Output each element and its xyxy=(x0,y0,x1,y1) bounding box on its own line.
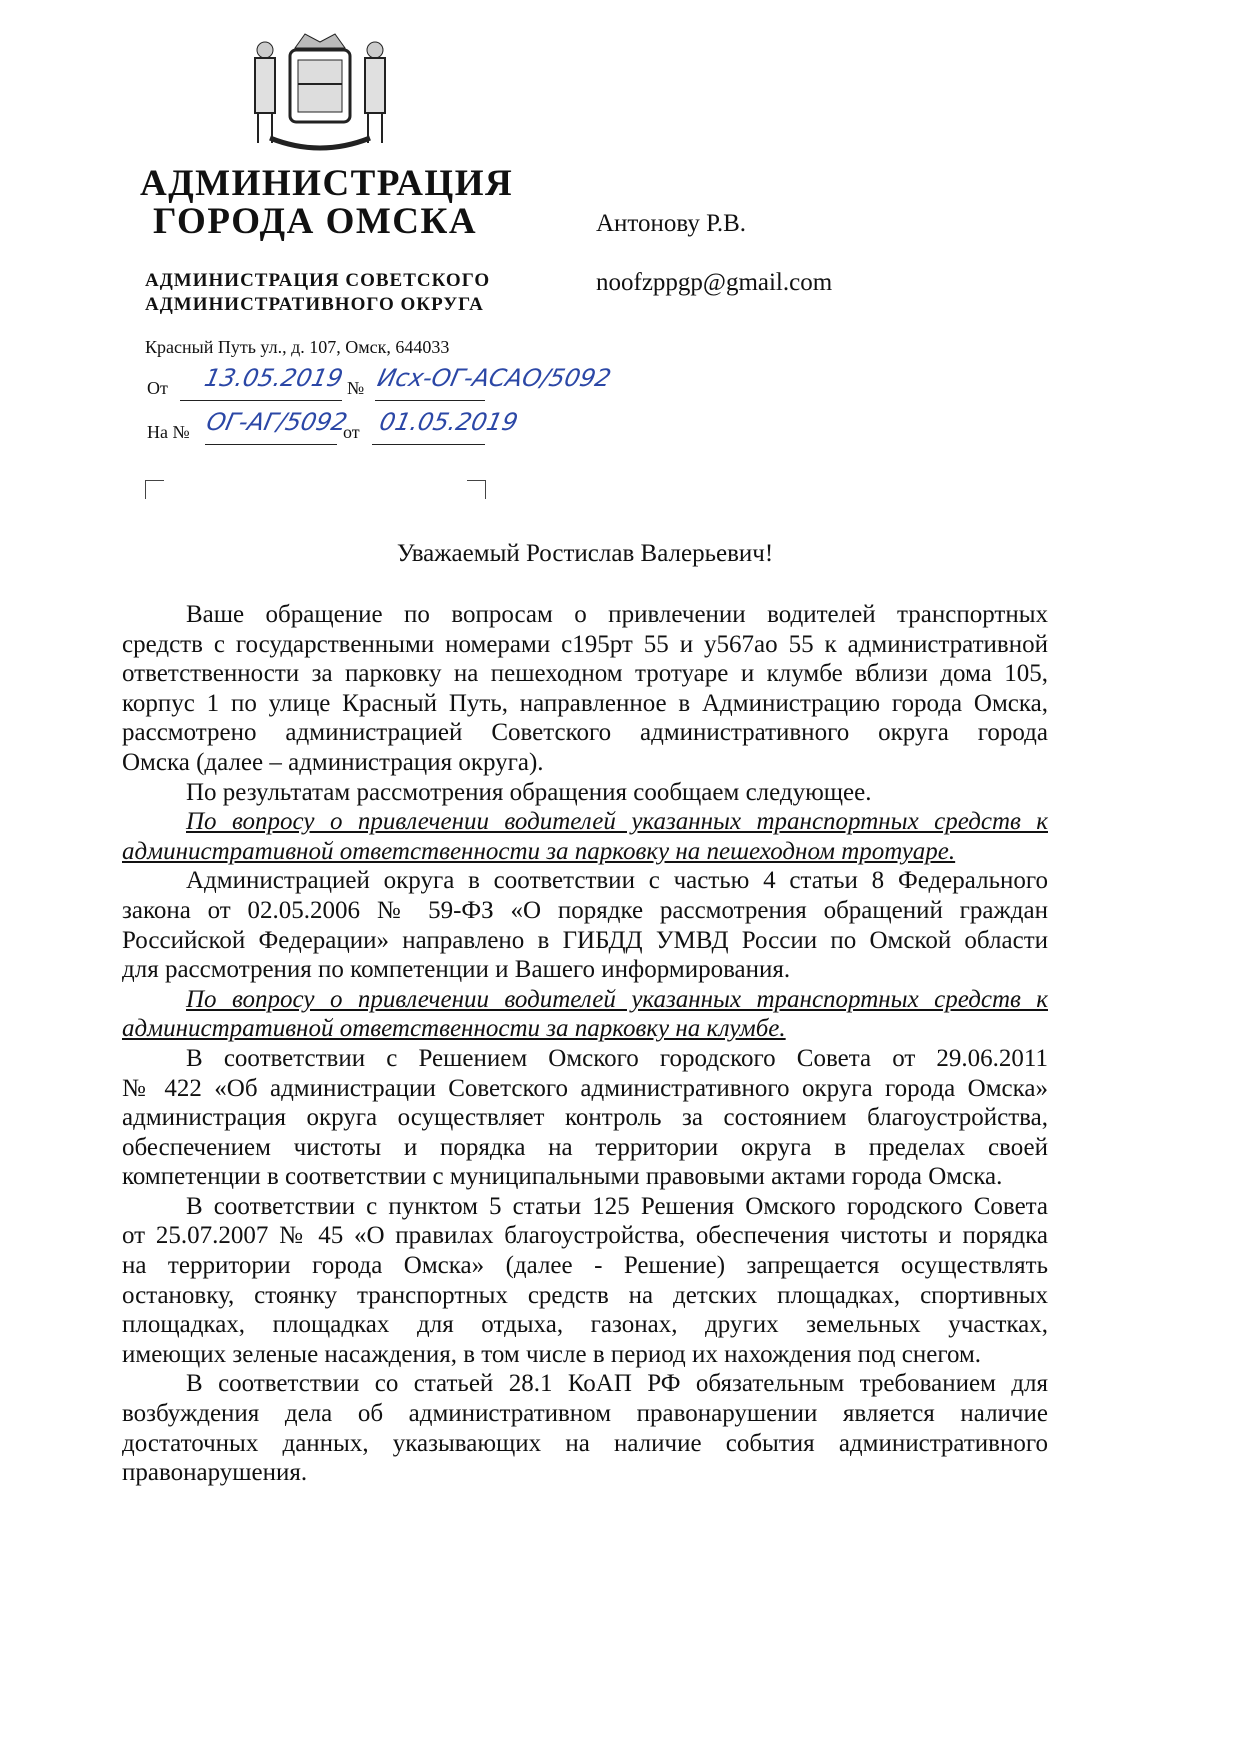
org-title-line1: АДМИНИСТРАЦИЯ xyxy=(140,163,514,204)
text-line: В соответствии со статьей 28.1 КоАП РФ обязательным требованием для xyxy=(186,1370,1048,1398)
text-line: По результатам рассмотрения обращения сообщаем следующее. xyxy=(186,778,872,806)
coat-of-arms-emblem xyxy=(240,28,400,156)
paragraph xyxy=(122,778,1048,808)
text-line: В соответствии с пунктом 5 статьи 125 Решения Омского городского Совета xyxy=(186,1192,1048,1220)
text-line: средств с государственными номерами с195рт 55 и у567ао 55 к административной xyxy=(122,630,1048,658)
text-line: возбуждения дела об административном правонарушении является наличие xyxy=(122,1400,1048,1428)
text-line: закона от 02.05.2006 № 59-ФЗ «О порядке рассмотрения обращений граждан xyxy=(122,896,1048,924)
section-heading xyxy=(122,985,1048,1044)
text-line: ответственности за парковку на пешеходном тротуаре и клумбе вблизи дома 105, xyxy=(122,660,1048,688)
text-line: корпус 1 по улице Красный Путь, направленное в Администрацию города Омска, xyxy=(122,689,1048,717)
salutation: Уважаемый Ростислав Валерьевич! xyxy=(396,540,774,567)
from-label: От xyxy=(147,378,168,398)
text-line: № 422 «Об администрации Советского административного округа города Омска» xyxy=(122,1074,1048,1102)
paragraph xyxy=(122,1369,1048,1487)
text-line: обеспечением чистоты и порядка на территории округа в пределах своей xyxy=(122,1133,1048,1161)
text-line: достаточных данных, указывающих на наличие события административного xyxy=(122,1429,1048,1457)
ref-number-handwritten: ОГ-АГ/5092 xyxy=(204,408,350,436)
paragraph xyxy=(122,1044,1048,1192)
ref-date-handwritten: 01.05.2019 xyxy=(377,408,521,436)
text-line: По вопросу о привлечении водителей указанных транспортных средств к xyxy=(186,808,1048,836)
text-line: правонарушения. xyxy=(122,1459,308,1487)
org-sub-line2: АДМИНИСТРАТИВНОГО ОКРУГА xyxy=(145,294,484,315)
org-sub-line1: АДМИНИСТРАЦИЯ СОВЕТСКОГО xyxy=(145,270,491,291)
org-address: Красный Путь ул., д. 107, Омск, 644033 xyxy=(145,337,450,357)
text-line: от 25.07.2007 № 45 «О правилах благоустройства, обеспечения чистоты и порядка xyxy=(122,1222,1048,1250)
text-line: Омска (далее – администрация округа). xyxy=(122,748,544,776)
text-line: рассмотрено администрацией Советского административного округа города xyxy=(122,719,1048,747)
recipient-email: noofzppgp@gmail.com xyxy=(596,269,833,296)
number-handwritten: Исх-ОГ-АСАО/5092 xyxy=(375,364,614,392)
text-line: Администрацией округа в соответствии с частью 4 статьи 8 Федерального xyxy=(186,867,1048,895)
number-label: № xyxy=(347,378,365,398)
text-line: административной ответственности за парковку на клумбе. xyxy=(122,1015,786,1043)
paragraph xyxy=(122,1192,1048,1370)
text-line: Российской Федерации» направлено в ГИБДД УМВД России по Омской области xyxy=(122,926,1048,954)
org-title-line2: ГОРОДА ОМСКА xyxy=(152,201,478,242)
text-line: имеющих зеленые насаждения, в том числе в период их нахождения под снегом. xyxy=(122,1340,982,1368)
recipient-name: Антонову Р.В. xyxy=(596,210,747,237)
paragraph xyxy=(122,866,1048,984)
ref-from-label: от xyxy=(343,422,360,442)
text-line: административной ответственности за парковку на пешеходном тротуаре. xyxy=(122,837,956,865)
text-line: компетенции в соответствии с муниципальными правовыми актами города Омска. xyxy=(122,1163,1003,1191)
letter-body xyxy=(122,600,1048,1488)
address-corner-right xyxy=(467,480,486,499)
text-line: для рассмотрения по компетенции и Вашего информирования. xyxy=(122,956,791,984)
text-line: По вопросу о привлечении водителей указанных транспортных средств к xyxy=(186,985,1048,1013)
text-line: на территории города Омска» (далее - Решение) запрещается осуществлять xyxy=(122,1252,1048,1280)
text-line: остановку, стоянку транспортных средств на детских площадках, спортивных xyxy=(122,1281,1048,1309)
ref-label: На № xyxy=(147,422,190,442)
text-line: Ваше обращение по вопросам о привлечении водителей транспортных xyxy=(186,601,1048,628)
text-line: В соответствии с Решением Омского городского Совета от 29.06.2011 xyxy=(186,1044,1048,1072)
paragraph xyxy=(122,600,1048,778)
from-date-handwritten: 13.05.2019 xyxy=(202,364,346,392)
section-heading xyxy=(122,807,1048,866)
text-line: администрация округа осуществляет контроль за состоянием благоустройства, xyxy=(122,1104,1048,1132)
address-corner-left xyxy=(145,480,164,499)
text-line: площадках, площадках для отдыха, газонах, других земельных участках, xyxy=(122,1311,1048,1339)
